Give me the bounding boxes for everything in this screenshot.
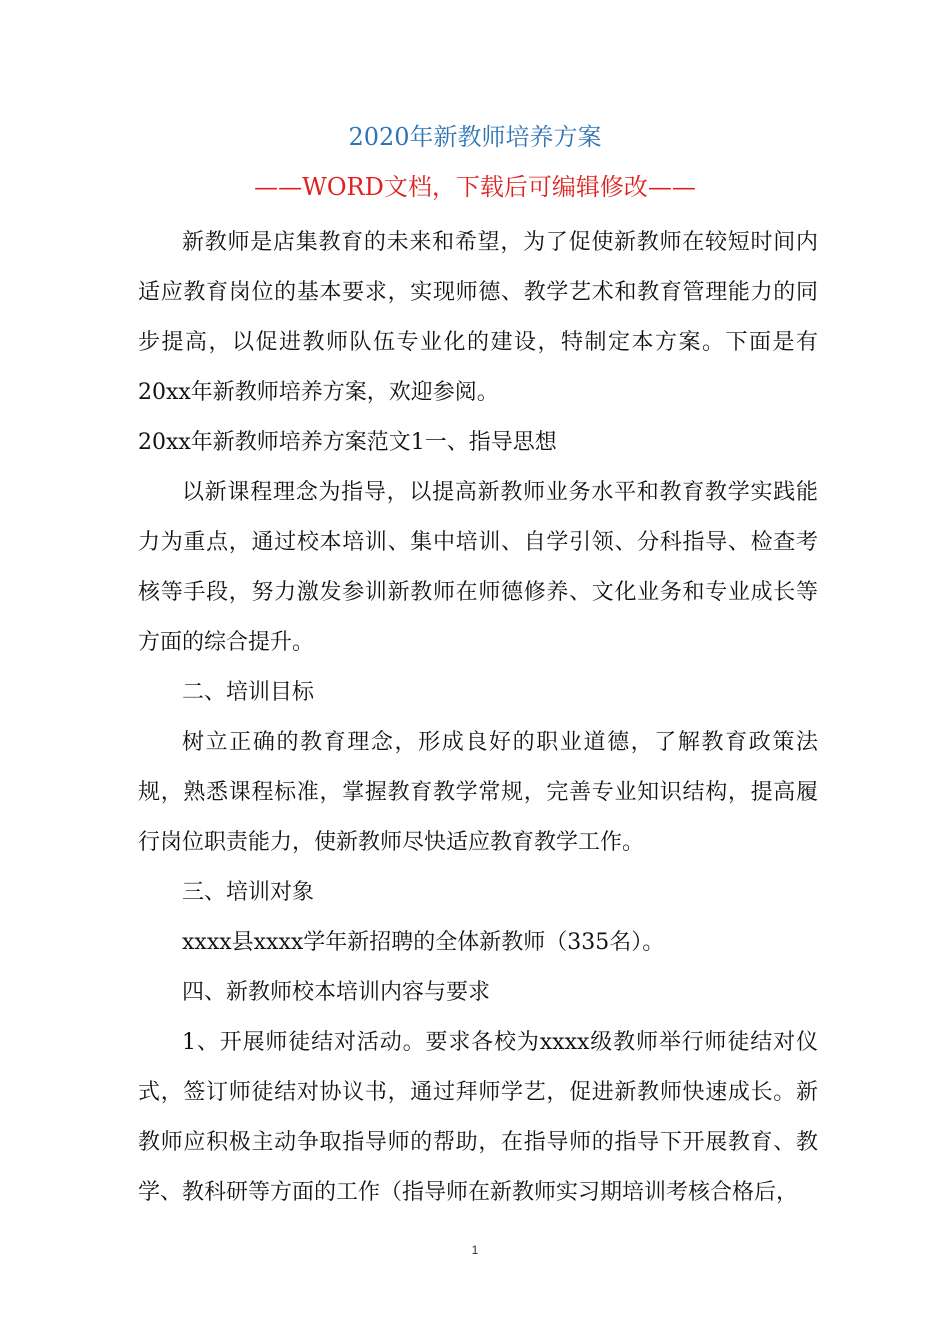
paragraph-training-goal: 树立正确的教育理念，形成良好的职业道德，了解教育政策法规，熟悉课程标准，掌握教育教学常规，完善专业知识结构，提高履行岗位职责能力，使新教师尽快适应教育教学工作。 [138,730,818,855]
paragraph-training-target: xxxx县xxxx学年新招聘的全体新教师（335名）。 [182,930,665,955]
paragraph-mentoring: 1、开展师徒结对活动。要求各校为xxxx级教师举行师徒结对仪式，签订师徒结对协议书，通过拜师学艺，促进新教师快速成长。新教师应积极主动争取指导师的帮助，在指导师的指导下开展教育、教学、教科研等方面的工作（指导师在新教师实习期培训考核合格后， [138,1030,818,1205]
paragraph-heading-guiding-idea: 20xx年新教师培养方案范文1一、指导思想 [138,430,557,455]
document-body [138,218,818,1218]
paragraph-intro: 新教师是店集教育的未来和希望，为了促使新教师在较短时间内适应教育岗位的基本要求，实现师德、教学艺术和教育管理能力的同步提高，以促进教师队伍专业化的建设，特制定本方案。下面是有20xx年新教师培养方案，欢迎参阅。 [138,230,818,405]
document-title: 2020年新教师培养方案 [348,123,602,151]
page-number: 1 [471,1243,479,1257]
section-heading-training-goal: 二、培训目标 [182,680,315,705]
paragraph-guiding-idea: 以新课程理念为指导，以提高新教师业务水平和教育教学实践能力为重点，通过校本培训、集中培训、自学引领、分科指导、检查考核等手段，努力激发参训新教师在师德修养、文化业务和专业成长等方面的综合提升。 [138,480,818,655]
section-heading-school-training: 四、新教师校本培训内容与要求 [182,980,491,1005]
section-heading-training-target: 三、培训对象 [182,880,315,905]
document-subtitle: ——WORD文档，下载后可编辑修改—— [254,173,696,201]
